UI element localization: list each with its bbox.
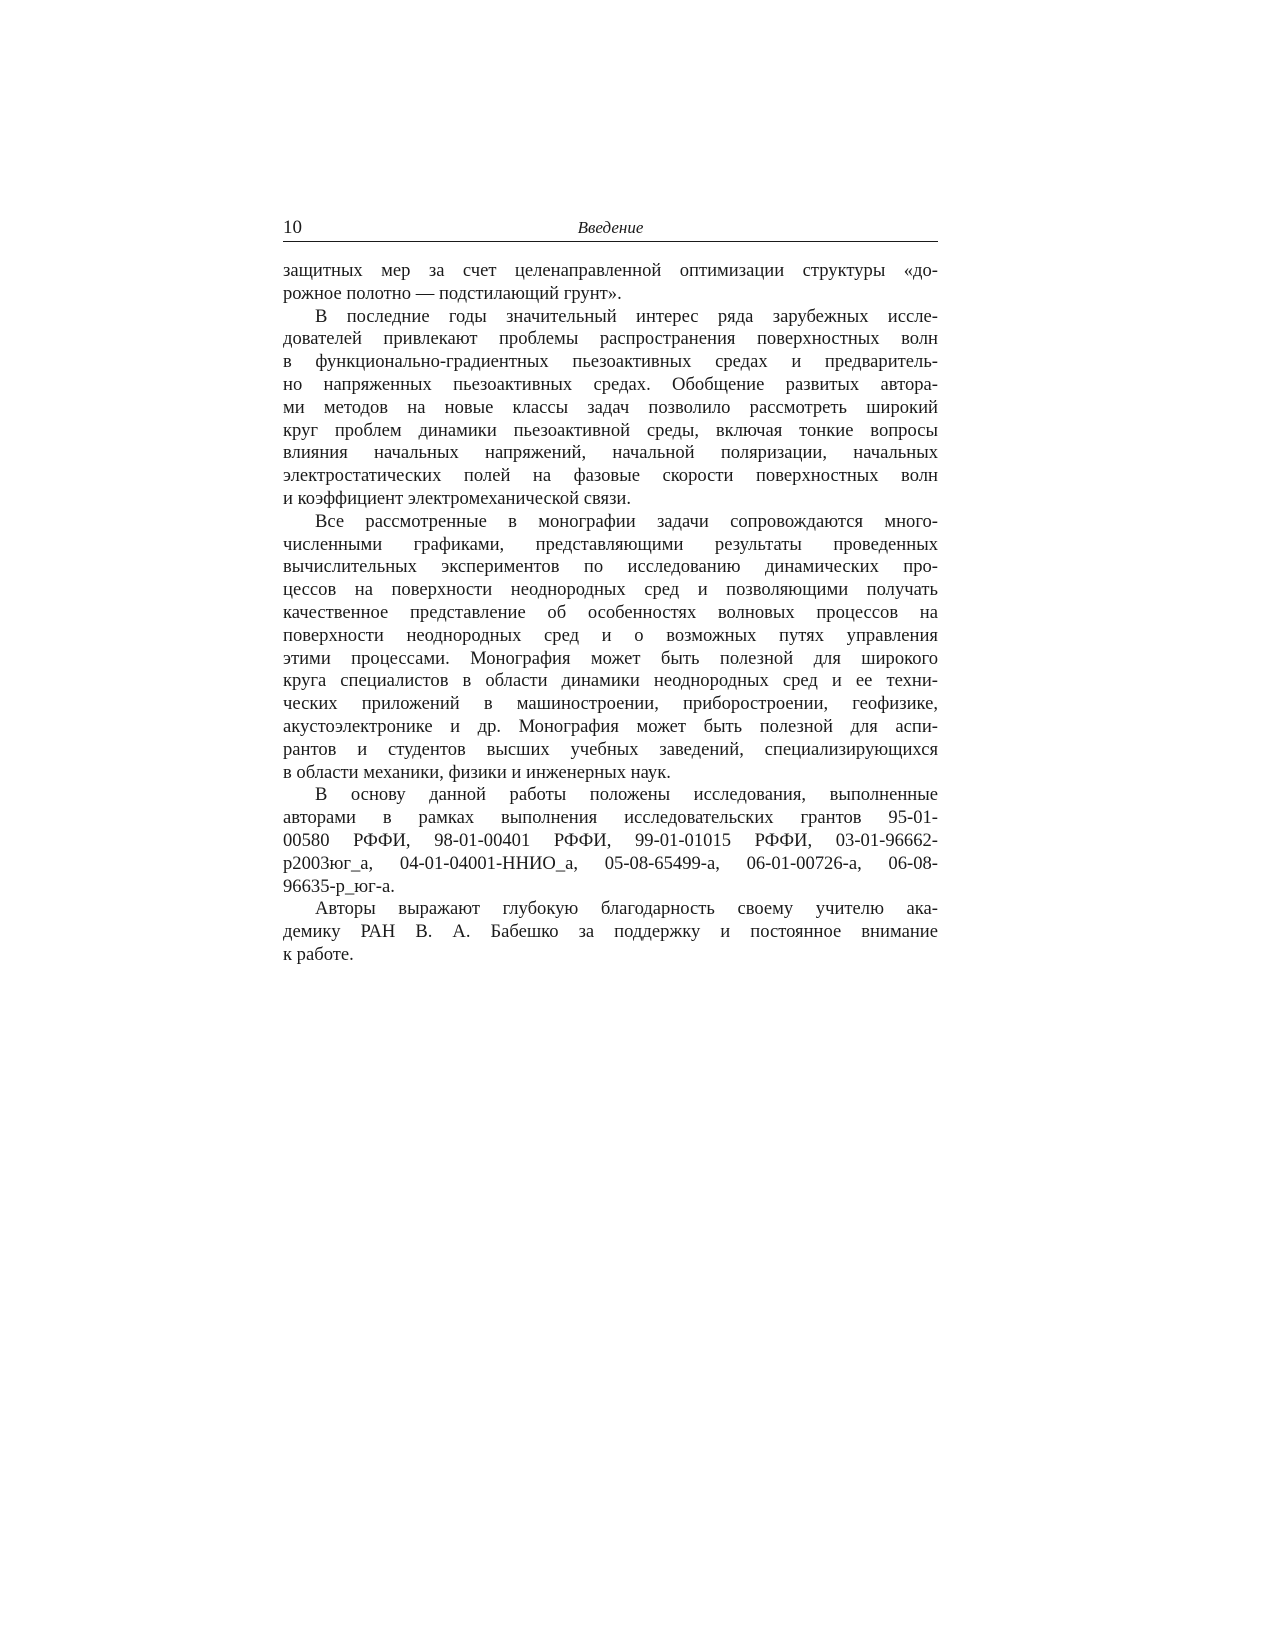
text-line: дователей привлекают проблемы распространения поверхностных волн <box>283 328 938 350</box>
text-line: круга специалистов в области динамики неоднородных сред и ее техни- <box>283 670 938 692</box>
text-line: 00580 РФФИ, 98-01-00401 РФФИ, 99-01-01015 РФФИ, 03-01-96662- <box>283 829 938 851</box>
text-line: Авторы выражают глубокую благодарность своему учителю ака- <box>315 898 938 920</box>
section-title: Введение <box>577 218 644 237</box>
text-line: поверхности неоднородных сред и о возможных путях управления <box>283 624 938 646</box>
text-line: к работе. <box>283 943 354 965</box>
text-line: в области механики, физики и инженерных наук. <box>283 761 671 783</box>
text-line: и коэффициент электромеханической связи. <box>283 487 632 509</box>
text-line: защитных мер за счет целенаправленной оптимизации структуры «до- <box>283 260 938 281</box>
text-line: в функционально-градиентных пьезоактивных средах и предваритель- <box>283 351 938 373</box>
text-line: В основу данной работы положены исследования, выполненные <box>315 784 938 806</box>
paragraph <box>283 260 938 306</box>
paragraph <box>283 511 938 785</box>
text-line: цессов на поверхности неоднородных сред и позволяющими получать <box>283 579 938 601</box>
text-line: 96635-р_юг-а. <box>283 875 395 897</box>
text-line: этими процессами. Монография может быть полезной для широкого <box>283 647 938 669</box>
page-number: 10 <box>283 217 302 238</box>
paragraph <box>283 784 938 898</box>
text-line: рантов и студентов высших учебных заведений, специализирующихся <box>283 738 938 760</box>
text-line: но напряженных пьезоактивных средах. Обобщение развитых автора- <box>283 373 938 395</box>
running-head <box>283 217 938 242</box>
body-text <box>283 260 938 967</box>
text-line: ми методов на новые классы задач позволило рассмотреть широкий <box>283 396 938 418</box>
text-line: р2003юг_а, 04-01-04001-ННИО_а, 05-08-65499-а, 06-01-00726-а, 06-08- <box>283 852 938 874</box>
text-line: демику РАН В. А. Бабешко за поддержку и постоянное внимание <box>283 921 938 943</box>
text-line: акустоэлектронике и др. Монография может быть полезной для аспи- <box>283 715 938 737</box>
text-line: электростатических полей на фазовые скорости поверхностных волн <box>283 465 938 487</box>
text-line: круг проблем динамики пьезоактивной среды, включая тонкие вопросы <box>283 419 938 441</box>
text-line: численными графиками, представляющими результаты проведенных <box>283 533 938 555</box>
text-line: ческих приложений в машиностроении, приборостроении, геофизике, <box>283 693 938 715</box>
text-line: авторами в рамках выполнения исследовательских грантов 95-01- <box>283 807 938 829</box>
paragraph <box>283 898 938 966</box>
text-line: Все рассмотренные в монографии задачи сопровождаются много- <box>315 510 938 532</box>
text-line: рожное полотно — подстилающий грунт». <box>283 282 622 304</box>
text-line: качественное представление об особенностях волновых процессов на <box>283 601 938 623</box>
text-line: В последние годы значительный интерес ряда зарубежных иссле- <box>315 305 938 327</box>
paragraph <box>283 306 938 511</box>
text-line: влияния начальных напряжений, начальной поляризации, начальных <box>283 442 938 464</box>
text-line: вычислительных экспериментов по исследованию динамических про- <box>283 556 938 578</box>
